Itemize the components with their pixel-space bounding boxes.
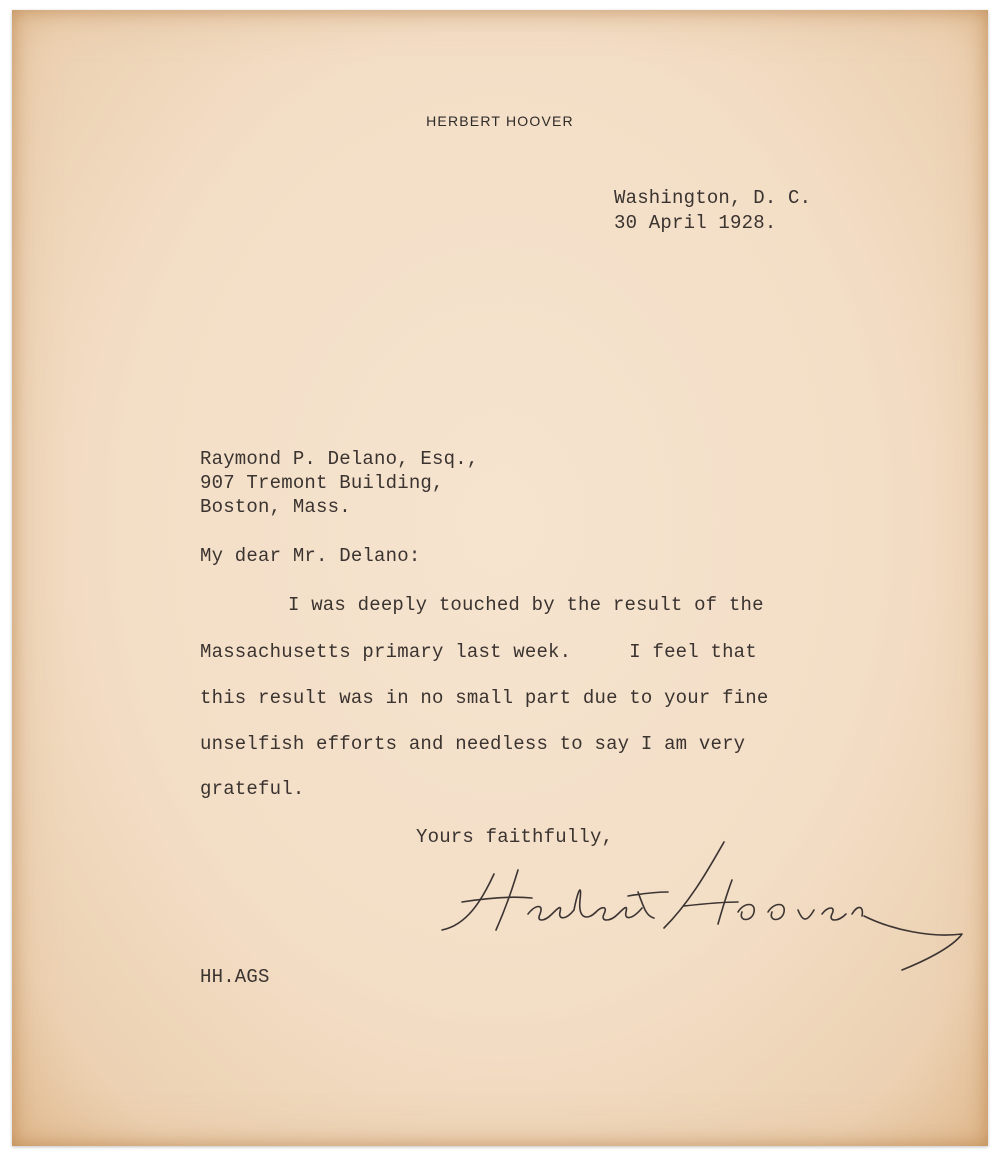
recipient-street: 907 Tremont Building, bbox=[200, 472, 444, 494]
salutation: My dear Mr. Delano: bbox=[200, 545, 421, 567]
dateline-place: Washington, D. C. bbox=[614, 187, 812, 209]
body-line: grateful. bbox=[200, 778, 305, 800]
recipient-name: Raymond P. Delano, Esq., bbox=[200, 448, 479, 470]
recipient-city: Boston, Mass. bbox=[200, 496, 351, 518]
body-line: this result was in no small part due to your fine bbox=[200, 687, 769, 709]
dateline-date: 30 April 1928. bbox=[614, 212, 777, 234]
handwritten-signature bbox=[432, 830, 972, 980]
body-line: Massachusetts primary last week. I feel that bbox=[200, 641, 757, 663]
reference-initials: HH.AGS bbox=[200, 966, 270, 988]
letterhead-name: HERBERT HOOVER bbox=[426, 113, 574, 129]
letter-page bbox=[12, 10, 988, 1146]
closing: Yours faithfully, bbox=[416, 826, 614, 848]
body-line: I was deeply touched by the result of the bbox=[288, 594, 764, 616]
body-line: unselfish efforts and needless to say I am very bbox=[200, 733, 746, 755]
